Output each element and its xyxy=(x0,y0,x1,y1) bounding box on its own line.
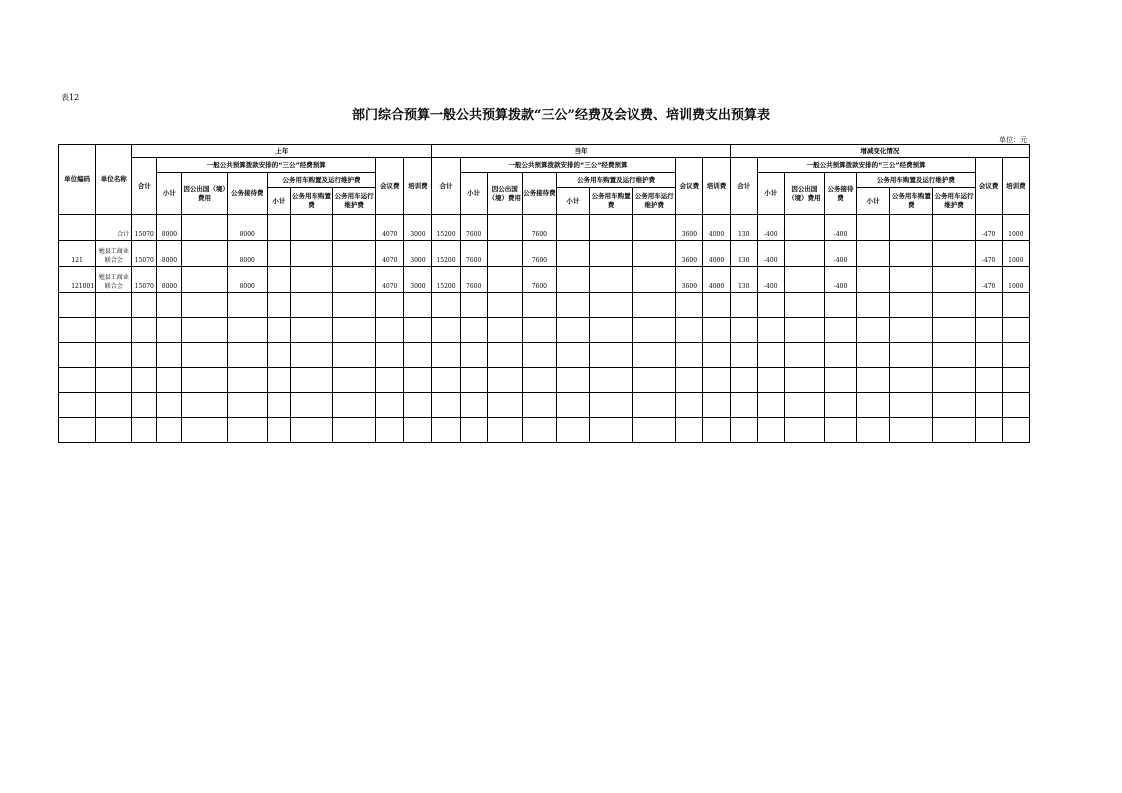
cell-unit-name: 合计 xyxy=(96,215,132,241)
header-vehicle-buy: 公务用车购置费 xyxy=(290,188,332,215)
header-row-period xyxy=(59,145,1030,158)
empty-row xyxy=(59,393,1030,418)
cell-chg-abroad xyxy=(784,241,824,267)
cell-curr-subtotal: 7600 xyxy=(460,267,487,293)
cell-prev-vehicle-buy xyxy=(290,241,332,267)
cell-prev-training: 3000 xyxy=(404,215,432,241)
cell-chg-vehicle-run xyxy=(933,215,975,241)
empty-row xyxy=(59,418,1030,443)
cell-curr-total: 15200 xyxy=(432,215,460,241)
header-curr-year: 当年 xyxy=(432,145,730,158)
cell-chg-total: 130 xyxy=(730,241,757,267)
cell-chg-vehicle-buy xyxy=(890,267,933,293)
budget-table xyxy=(58,144,1030,443)
cell-prev-reception: 8000 xyxy=(227,215,267,241)
header-vehicle-subtotal: 小计 xyxy=(267,188,290,215)
cell-chg-training: 1000 xyxy=(1002,241,1029,267)
cell-chg-subtotal: -400 xyxy=(757,241,784,267)
header-abroad: 因公出国（境）费用 xyxy=(487,173,522,215)
cell-curr-vehicle-buy xyxy=(590,241,633,267)
cell-curr-meeting: 3600 xyxy=(676,241,703,267)
header-abroad: 因公出国（境）费用 xyxy=(182,173,227,215)
unit-label: 单位：元 xyxy=(999,136,1027,144)
header-subtotal: 小计 xyxy=(757,173,784,215)
cell-curr-reception: 7600 xyxy=(522,241,556,267)
cell-curr-vehicle-sub xyxy=(556,241,589,267)
empty-row xyxy=(59,318,1030,343)
cell-chg-total: 130 xyxy=(730,267,757,293)
table-row xyxy=(59,241,1030,267)
cell-chg-training: 1000 xyxy=(1002,215,1029,241)
cell-chg-training: 1000 xyxy=(1002,267,1029,293)
cell-prev-total: 15070 xyxy=(132,215,157,241)
cell-prev-meeting: 4070 xyxy=(376,215,404,241)
cell-prev-vehicle-sub xyxy=(267,267,290,293)
header-vehicle-run: 公务用车运行维护费 xyxy=(333,188,376,215)
header-training: 培训费 xyxy=(703,158,730,215)
header-three-public: 一般公共预算拨款安排的“三公”经费预算 xyxy=(757,158,975,173)
cell-chg-abroad xyxy=(784,215,824,241)
cell-curr-subtotal: 7600 xyxy=(460,241,487,267)
cell-prev-vehicle-sub xyxy=(267,215,290,241)
cell-prev-vehicle-buy xyxy=(290,215,332,241)
header-total: 合计 xyxy=(132,158,157,215)
empty-rows xyxy=(59,293,1030,443)
header-vehicle-subtotal: 小计 xyxy=(556,188,589,215)
cell-curr-abroad xyxy=(487,241,522,267)
cell-chg-subtotal: -400 xyxy=(757,215,784,241)
cell-prev-subtotal: 8000 xyxy=(157,241,182,267)
empty-row xyxy=(59,293,1030,318)
cell-prev-training: 3000 xyxy=(404,267,432,293)
cell-curr-vehicle-run xyxy=(633,241,676,267)
header-row-categories xyxy=(59,173,1030,188)
cell-curr-training: 4000 xyxy=(703,215,730,241)
cell-curr-reception: 7600 xyxy=(522,215,556,241)
cell-curr-abroad xyxy=(487,267,522,293)
cell-chg-vehicle-sub xyxy=(857,215,890,241)
cell-curr-vehicle-buy xyxy=(590,215,633,241)
cell-curr-vehicle-buy xyxy=(590,267,633,293)
cell-prev-vehicle-buy xyxy=(290,267,332,293)
header-vehicle-subtotal: 小计 xyxy=(857,188,890,215)
cell-curr-training: 4000 xyxy=(703,241,730,267)
cell-curr-meeting: 3600 xyxy=(676,267,703,293)
cell-prev-meeting: 4070 xyxy=(376,241,404,267)
cell-curr-total: 15200 xyxy=(432,267,460,293)
cell-chg-total: 130 xyxy=(730,215,757,241)
page-title: 部门综合预算一般公共预算拨款“三公”经费及会议费、培训费支出预算表 xyxy=(352,108,770,123)
table-row-total xyxy=(59,215,1030,241)
header-training: 培训费 xyxy=(1002,158,1029,215)
header-meeting: 会议费 xyxy=(676,158,703,215)
header-vehicle-buy: 公务用车购置费 xyxy=(890,188,933,215)
header-vehicle: 公务用车购置及运行维护费 xyxy=(267,173,375,188)
cell-chg-vehicle-run xyxy=(933,267,975,293)
header-vehicle-run: 公务用车运行维护费 xyxy=(933,188,975,215)
empty-row xyxy=(59,368,1030,393)
cell-curr-vehicle-sub xyxy=(556,215,589,241)
header-training: 培训费 xyxy=(404,158,432,215)
cell-prev-subtotal: 8000 xyxy=(157,267,182,293)
cell-curr-reception: 7600 xyxy=(522,267,556,293)
cell-chg-vehicle-sub xyxy=(857,241,890,267)
empty-row xyxy=(59,343,1030,368)
header-total: 合计 xyxy=(432,158,460,215)
header-reception: 公务接待费 xyxy=(824,173,856,215)
cell-prev-abroad xyxy=(182,215,227,241)
cell-unit-code: 121 xyxy=(59,241,96,267)
cell-curr-vehicle-run xyxy=(633,215,676,241)
cell-prev-training: 3000 xyxy=(404,241,432,267)
cell-prev-meeting: 4070 xyxy=(376,267,404,293)
cell-curr-vehicle-sub xyxy=(556,267,589,293)
cell-curr-subtotal: 7600 xyxy=(460,215,487,241)
header-reception: 公务接待费 xyxy=(522,173,556,215)
cell-unit-code xyxy=(59,215,96,241)
cell-unit-code: 121001 xyxy=(59,267,96,293)
cell-curr-training: 4000 xyxy=(703,267,730,293)
header-change: 增减变化情况 xyxy=(730,145,1029,158)
header-reception: 公务接待费 xyxy=(227,173,267,215)
cell-unit-name: 勉县工商业联合会 xyxy=(96,267,132,293)
header-unit-name: 单位名称 xyxy=(96,145,132,215)
cell-curr-total: 15200 xyxy=(432,241,460,267)
cell-chg-vehicle-buy xyxy=(890,241,933,267)
header-abroad: 因公出国（境）费用 xyxy=(784,173,824,215)
cell-prev-reception: 8000 xyxy=(227,267,267,293)
cell-chg-meeting: -470 xyxy=(975,215,1002,241)
cell-chg-vehicle-run xyxy=(933,241,975,267)
cell-chg-meeting: -470 xyxy=(975,267,1002,293)
header-vehicle-buy: 公务用车购置费 xyxy=(590,188,633,215)
header-three-public: 一般公共预算拨款安排的“三公”经费预算 xyxy=(157,158,376,173)
header-row-three-public xyxy=(59,158,1030,173)
header-meeting: 会议费 xyxy=(975,158,1002,215)
cell-chg-reception: -400 xyxy=(824,267,856,293)
cell-chg-vehicle-sub xyxy=(857,267,890,293)
cell-curr-vehicle-run xyxy=(633,267,676,293)
cell-prev-subtotal: 8000 xyxy=(157,215,182,241)
cell-chg-subtotal: -400 xyxy=(757,267,784,293)
header-vehicle: 公务用车购置及运行维护费 xyxy=(556,173,675,188)
table-id: 表12 xyxy=(61,93,80,102)
cell-prev-total: 15070 xyxy=(132,267,157,293)
cell-prev-vehicle-run xyxy=(333,215,376,241)
cell-curr-meeting: 3600 xyxy=(676,215,703,241)
cell-chg-abroad xyxy=(784,267,824,293)
cell-prev-abroad xyxy=(182,267,227,293)
cell-prev-vehicle-sub xyxy=(267,241,290,267)
header-subtotal: 小计 xyxy=(460,173,487,215)
cell-prev-abroad xyxy=(182,241,227,267)
header-vehicle: 公务用车购置及运行维护费 xyxy=(857,173,975,188)
table-row xyxy=(59,267,1030,293)
cell-prev-reception: 8000 xyxy=(227,241,267,267)
header-meeting: 会议费 xyxy=(376,158,404,215)
cell-chg-reception: -400 xyxy=(824,241,856,267)
header-subtotal: 小计 xyxy=(157,173,182,215)
header-unit-code: 单位编码 xyxy=(59,145,96,215)
cell-prev-vehicle-run xyxy=(333,241,376,267)
cell-chg-meeting: -470 xyxy=(975,241,1002,267)
cell-chg-vehicle-buy xyxy=(890,215,933,241)
header-vehicle-run: 公务用车运行维护费 xyxy=(633,188,676,215)
cell-unit-name: 勉县工商业联合会 xyxy=(96,241,132,267)
header-prev-year: 上年 xyxy=(132,145,432,158)
header-three-public: 一般公共预算拨款安排的“三公”经费预算 xyxy=(460,158,676,173)
cell-curr-abroad xyxy=(487,215,522,241)
header-total: 合计 xyxy=(730,158,757,215)
cell-prev-vehicle-run xyxy=(333,267,376,293)
cell-chg-reception: -400 xyxy=(824,215,856,241)
cell-prev-total: 15070 xyxy=(132,241,157,267)
